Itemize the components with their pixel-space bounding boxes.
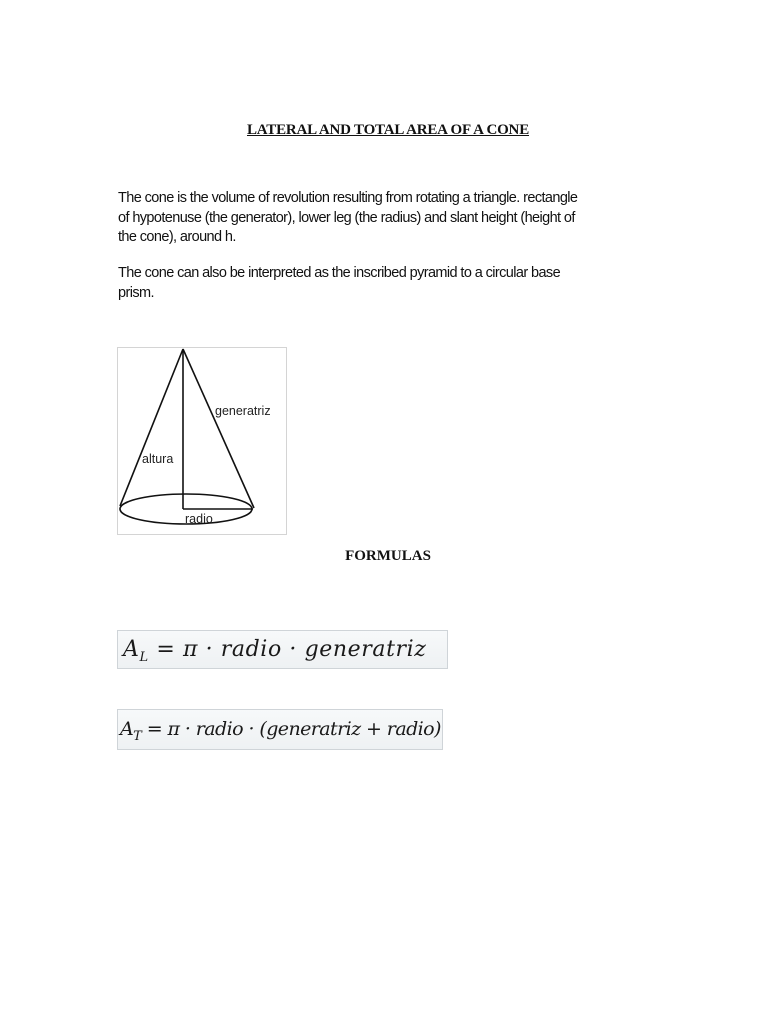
total-area-formula	[117, 709, 443, 750]
formulas-heading: FORMULAS	[345, 548, 431, 564]
cone-diagram	[117, 347, 287, 535]
document-title: LATERAL AND TOTAL AREA OF A CONE	[246, 122, 529, 138]
cone-left-slant	[120, 349, 183, 506]
formula-symbol: A	[123, 637, 140, 662]
intro-paragraph: The cone is the volume of revolution resulting from rotating a triangle. rectangle of hypotenuse (the generator), lower leg (the radius) and slant height (height of the cone), around h.	[118, 190, 578, 245]
height-label: altura	[142, 452, 174, 466]
lateral-area-formula	[117, 630, 448, 669]
formula-subscript: L	[139, 650, 149, 665]
radius-label: radio	[185, 512, 213, 526]
formula-symbol: A	[120, 718, 134, 740]
cone-diagram-svg	[118, 348, 286, 534]
formula-subscript: T	[133, 729, 142, 744]
cone-right-slant	[183, 349, 254, 508]
generatrix-label: generatriz	[215, 404, 271, 418]
formula-expression: = π · radio · generatriz	[148, 637, 427, 662]
formula-expression: = π · radio · (generatriz + radio)	[141, 718, 441, 740]
pyramid-paragraph: The cone can also be interpreted as the inscribed pyramid to a circular base prism.	[118, 265, 561, 301]
